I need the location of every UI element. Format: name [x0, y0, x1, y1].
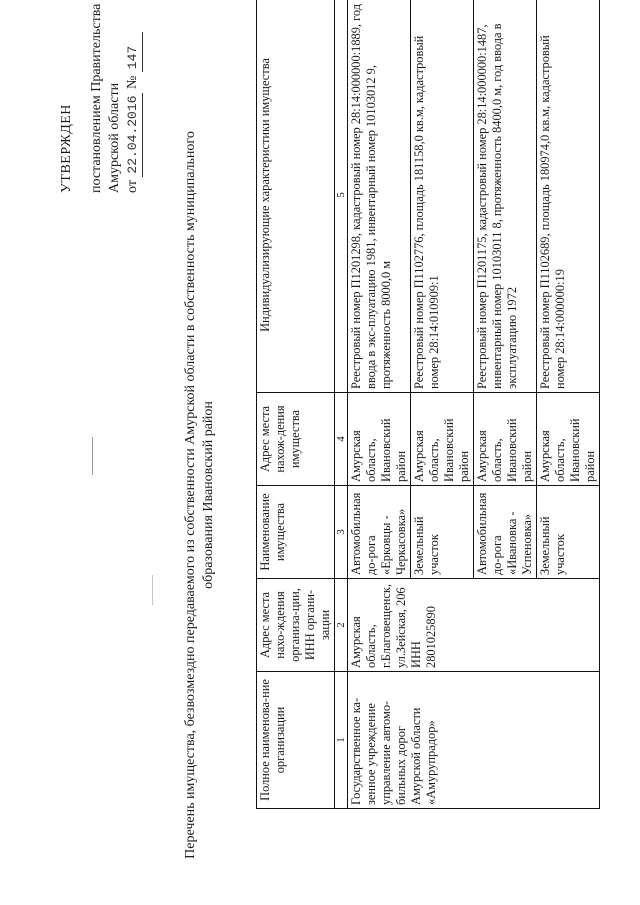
column-number: 1 — [335, 672, 348, 809]
property-name-cell: Автомобильная до-рога «Ерковцы - Черкасовка» — [348, 486, 411, 579]
column-number-row — [335, 0, 348, 809]
header-cell: Полное наименова-ние организации — [257, 672, 335, 809]
column-number: 5 — [335, 0, 348, 393]
property-location-cell: Амурская область, Ивановский район — [411, 393, 474, 486]
column-number: 3 — [335, 486, 348, 579]
organization-address-cell: Амурская область, г.Благовещенск, ул.Зейская, 206 ИНН 2801025890 — [348, 579, 600, 672]
handwritten-date: 22.04.2016 — [124, 93, 143, 177]
organization-name-cell: Государственное ка-зенное учреждение управление автомо-бильных дорог Амурской области «Амурупрадор» — [348, 672, 600, 809]
approved-title: УТВЕРЖДЕН — [59, 104, 74, 193]
property-table — [256, 0, 600, 809]
property-details-cell: Реестровый номер П1201298, кадастровый номер 28:14:000000:1889, год ввода в экс-плуатацию 1981, инвентарный номер 10103012 9, протяженность 8000,0 м — [348, 0, 411, 393]
approval-stamp — [58, 3, 143, 193]
approval-date-line — [124, 3, 143, 193]
scan-mark — [152, 575, 153, 605]
header-cell: Индивидуализирующие характеристики имущества — [257, 0, 335, 393]
heading-line-2: образования Ивановский район — [201, 401, 216, 589]
property-location-cell: Амурская область, Ивановский район — [474, 393, 537, 486]
approval-line-2: Амурской области — [107, 82, 122, 193]
header-cell: Адрес места нахож-дения имущества — [257, 393, 335, 486]
property-name-cell: Автомобильная до-рога «Ивановка - Успеновка» — [474, 486, 537, 579]
scan-mark — [92, 437, 93, 475]
table-header-row — [257, 0, 335, 809]
column-number: 2 — [335, 579, 348, 672]
table-row — [348, 0, 411, 809]
property-details-cell: Реестровый номер П1102689, площадь 180974,0 кв.м, кадастровый номер 28:14:000000:19 — [537, 0, 600, 393]
property-details-cell: Реестровый номер П1102776, площадь 181158,0 кв.м, кадастровый номер 28:14:010909:1 — [411, 0, 474, 393]
property-name-cell: Земельный участок — [537, 486, 600, 579]
column-number: 4 — [335, 393, 348, 486]
header-cell: Наименование имущества — [257, 486, 335, 579]
date-prefix: от — [125, 180, 140, 193]
heading-line-1: Перечень имущества, безвозмездно передаваемого из собственности Амурской области в собственность муниципального — [183, 131, 198, 859]
approval-line-1: постановлением Правительства — [89, 3, 104, 193]
property-location-cell: Амурская область, Ивановский район — [537, 393, 600, 486]
property-location-cell: Амурская область, Ивановский район — [348, 393, 411, 486]
document-heading — [182, 125, 218, 865]
handwritten-number: 147 — [124, 32, 143, 72]
number-prefix: № — [125, 75, 140, 90]
property-name-cell: Земельный участок — [411, 486, 474, 579]
property-details-cell: Реестровый номер П1201175, кадастровый номер 28:14:000000:1487, инвентарный номер 10103011 8, протяженность 8400,0 м, год ввода в эксплуатацию 1972 — [474, 0, 537, 393]
header-cell: Адрес места нахо-ждения организа-ции, ИНН органи-зации — [257, 579, 335, 672]
